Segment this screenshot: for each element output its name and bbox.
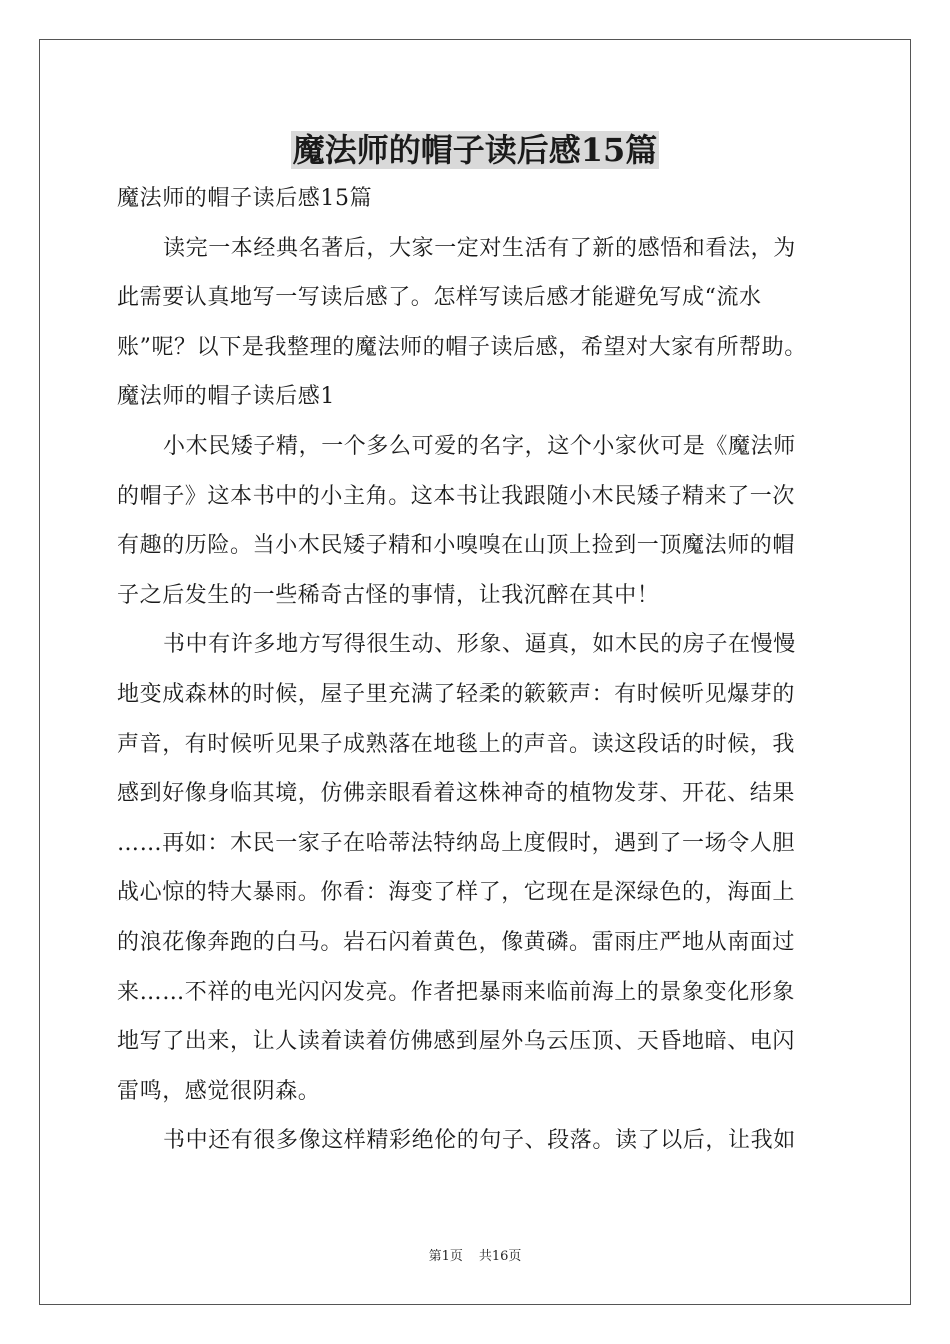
text-line: 小木民矮子精，一个多么可爱的名字，这个小家伙可是《魔法师 xyxy=(163,433,796,459)
document-title-text: 魔法师的帽子读后感15篇 xyxy=(292,131,658,169)
text-line: 地变成森林的时候，屋子里充满了轻柔的簌簌声：有时候听见爆芽的 xyxy=(117,681,796,707)
document-title xyxy=(0,128,950,172)
text-line: 声音，有时候听见果子成熟落在地毯上的声音。读这段话的时候，我 xyxy=(117,731,796,757)
page-number: 第1页 xyxy=(428,1249,463,1264)
text-line: ……再如：木民一家子在哈蒂法特纳岛上度假时，遇到了一场令人胆 xyxy=(117,830,796,856)
text-line: 子之后发生的一些稀奇古怪的事情，让我沉醉在其中！ xyxy=(117,582,660,608)
text-line: 来……不祥的电光闪闪发亮。作者把暴雨来临前海上的景象变化形象 xyxy=(117,979,796,1005)
text-line: 的浪花像奔跑的白马。岩石闪着黄色，像黄磷。雷雨庄严地从南面过 xyxy=(117,929,796,955)
text-line: 魔法师的帽子读后感15篇 xyxy=(117,186,373,211)
text-line: 魔法师的帽子读后感1 xyxy=(117,384,335,410)
text-line: 此需要认真地写一写读后感了。怎样写读后感才能避免写成“流水 xyxy=(117,285,762,311)
text-line: 书中还有很多像这样精彩绝伦的句子、段落。读了以后，让我如 xyxy=(163,1128,796,1154)
text-line: 感到好像身临其境，仿佛亲眼看着这株神奇的植物发芽、开花、结果 xyxy=(117,781,796,807)
page-total: 共16页 xyxy=(478,1249,522,1264)
text-line: 有趣的历险。当小木民矮子精和小嗅嗅在山顶上捡到一顶魔法师的帽 xyxy=(117,533,796,559)
text-line: 的帽子》这本书中的小主角。这本书让我跟随小木民矮子精来了一次 xyxy=(117,483,796,509)
text-line: 书中有许多地方写得很生动、形象、逼真，如木民的房子在慢慢 xyxy=(163,632,796,658)
text-line: 战心惊的特大暴雨。你看：海变了样了，它现在是深绿色的，海面上 xyxy=(117,880,796,906)
text-line: 地写了出来，让人读着读着仿佛感到屋外乌云压顶、天昏地暗、电闪 xyxy=(117,1029,796,1055)
document-body xyxy=(117,174,833,1166)
text-line: 读完一本经典名著后，大家一定对生活有了新的感悟和看法，为 xyxy=(163,235,796,261)
page-footer xyxy=(0,1248,950,1266)
text-line: 账”呢？以下是我整理的魔法师的帽子读后感，希望对大家有所帮助。 xyxy=(117,334,807,360)
text-line: 雷鸣，感觉很阴森。 xyxy=(117,1078,321,1104)
